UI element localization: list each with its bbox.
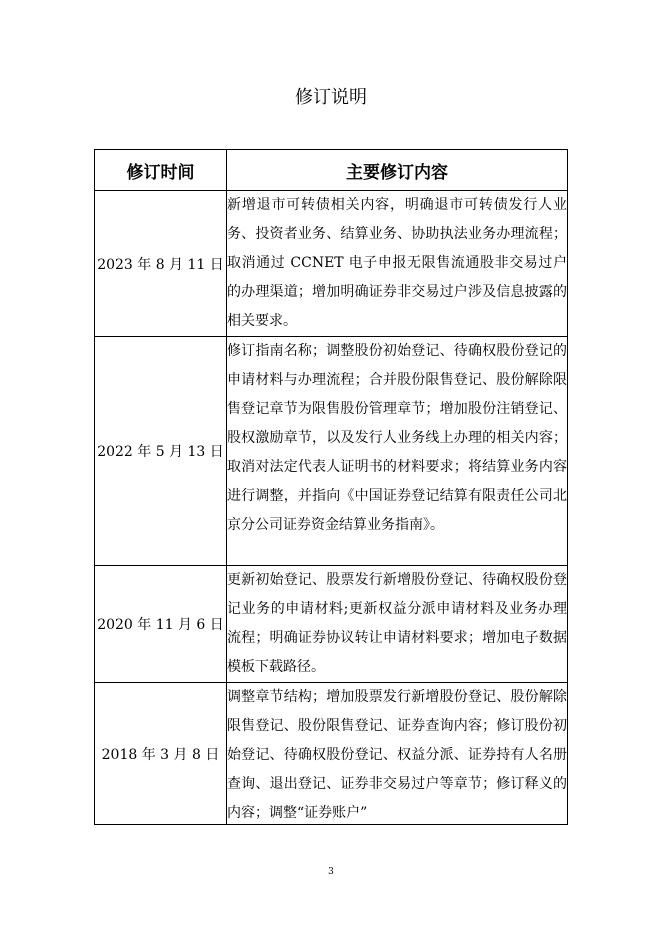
header-revision-date: 修订时间 [95,150,227,191]
revision-date-cell: 2020 年 11 月 6 日 [95,566,227,683]
revision-table [94,149,568,825]
revision-content-cell: 修订指南名称；调整股份初始登记、待确权股份登记的申请材料与办理流程；合并股份限售登记、股份解除限售登记章节为限售股份管理章节；增加股份注销登记、股权激励章节，以及发行人业务线上办理的相关内容；取消对法定代表人证明书的材料要求；将结算业务内容进行调整，并指向《中国证券登记结算有限责任公司北京分公司证券资金结算业务指南》。 [227,337,568,566]
revision-date-cell: 2018 年 3 月 8 日 [95,683,227,825]
table-row [95,566,568,683]
revision-date-cell: 2023 年 8 月 11 日 [95,191,227,337]
revision-content-cell: 更新初始登记、股票发行新增股份登记、待确权股份登记业务的申请材料;更新权益分派申请材料及业务办理流程；明确证券协议转让申请材料要求；增加电子数据模板下载路径。 [227,566,568,683]
revision-content-cell [227,683,568,825]
revision-date-cell: 2022 年 5 月 13 日 [95,337,227,566]
page-number: 3 [328,867,334,877]
revision-content-text: 调整章节结构；增加股票发行新增股份登记、股份解除限售登记、股份限售登记、证券查询内容；修订股份初始登记、待确权股份登记、权益分派、证券持有人名册查询、退出登记、证券非交易过户等章节；修订释义的内容；调整“证券账户” [227,689,567,821]
table-row [95,683,568,825]
revision-content-cell: 新增退市可转债相关内容，明确退市可转债发行人业务、投资者业务、结算业务、协助执法业务办理流程；取消通过 CCNET 电子申报无限售流通股非交易过户的办理渠道；增加明确证券非交易过户涉及信息披露的相关要求。 [227,191,568,337]
header-revision-content: 主要修订内容 [227,150,568,191]
table-header-row [95,150,568,191]
table-row [95,337,568,566]
document-title: 修订说明 [295,87,367,108]
table-row [95,191,568,337]
